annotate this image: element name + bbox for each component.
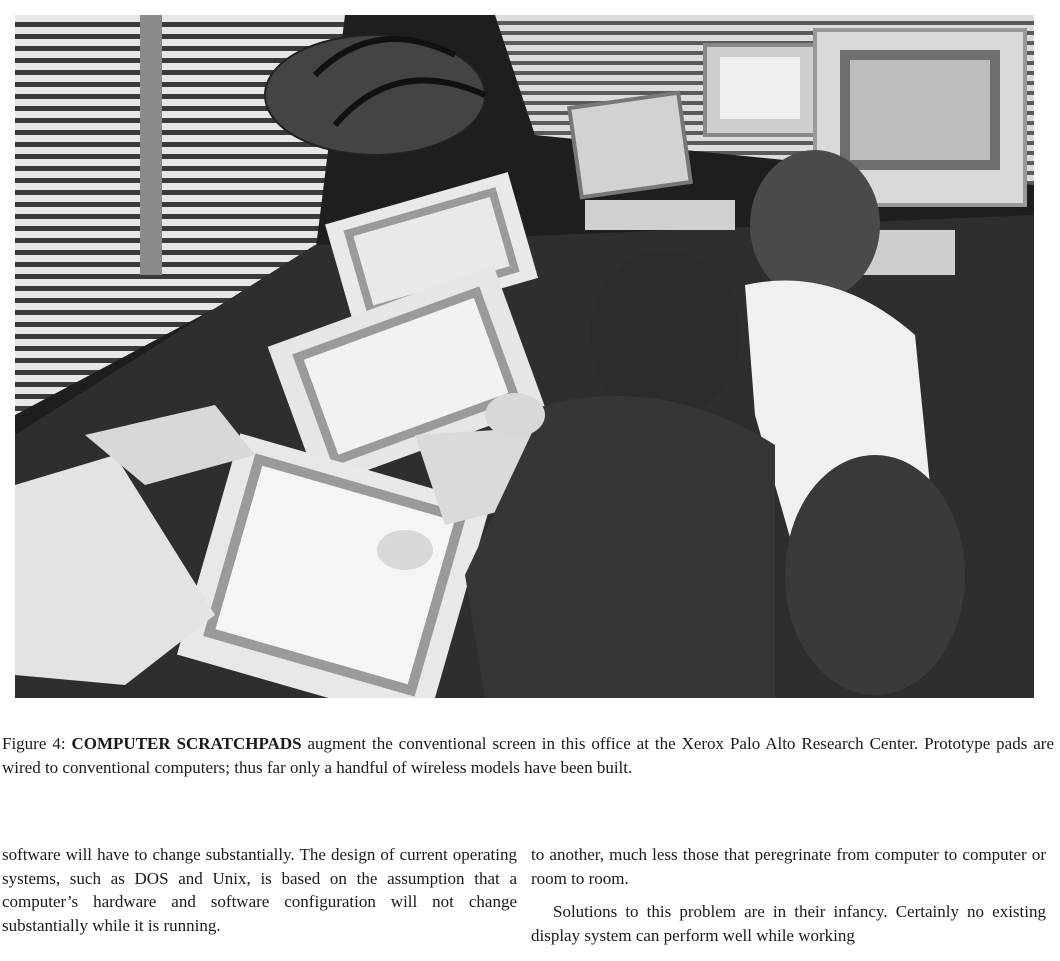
figure-caption	[2, 732, 1054, 780]
body-paragraph-right-1: to another, much less those that peregrinate from computer to computer or room to room.	[531, 845, 1046, 888]
body-column-right	[531, 843, 1046, 947]
plant	[265, 35, 485, 155]
tablet-back	[569, 93, 690, 197]
body-paragraph-left: software will have to change substantially. The design of current operating systems, such as DOS and Unix, is based on the assumption that a computer’s hardware and software configuration will not change substantially while it is running.	[2, 845, 517, 935]
figure-caption-text: augment the conventional screen in this office at the Xerox Palo Alto Research Center. Prototype pads are wired to conventional computers; thus far only a handful of wireless models have been built.	[2, 734, 1055, 777]
office-scene-image	[15, 15, 1034, 698]
keyboard-left	[585, 200, 735, 230]
figure-title: COMPUTER SCRATCHPADS	[71, 734, 302, 753]
figure-photo	[15, 15, 1034, 698]
figure-label: Figure 4:	[2, 734, 66, 753]
body-paragraph-right-2: Solutions to this problem are in their infancy. Certainly no existing display system can perform well while working	[531, 902, 1046, 945]
body-column-left	[2, 843, 517, 937]
